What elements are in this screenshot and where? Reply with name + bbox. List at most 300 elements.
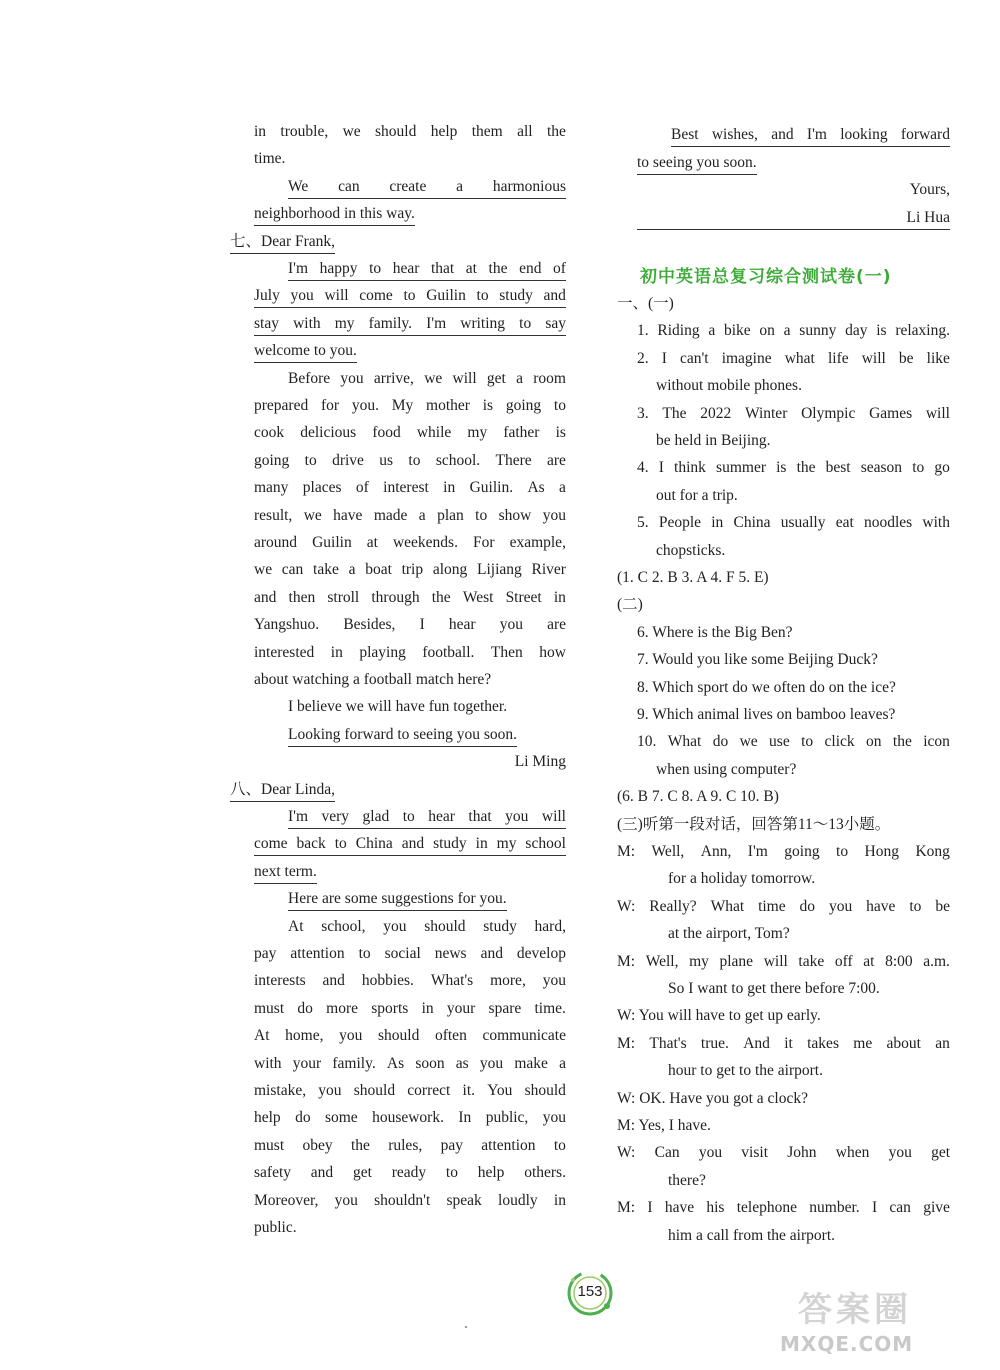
word: mother [426,397,470,414]
word: trip [401,561,424,579]
text-line: about watching a football match here? [254,671,492,688]
word: for [320,397,340,414]
word: soon [415,1054,445,1072]
word: many [254,479,289,497]
text-line: public. [254,1219,297,1236]
word: a [516,369,523,387]
word: the [796,459,816,477]
word: come [359,287,393,305]
word: you [499,616,523,634]
word: to [304,451,317,469]
word: Guilin [426,287,466,305]
word: number. [809,1199,860,1217]
text-line: to seeing you soon. [637,153,757,175]
word: you [542,506,566,524]
word: can't [679,349,709,367]
word: best [825,459,851,477]
word: M: [617,1034,636,1052]
word: will [925,404,950,422]
word: we [424,369,443,387]
word: attention [290,945,345,962]
word: Can [654,1144,680,1162]
word: very [321,808,350,825]
word: news [434,945,467,962]
word: There [495,451,532,469]
answer-line [617,952,950,972]
word: must [254,999,285,1017]
text-line [254,506,566,526]
answer-line: 6. Where is the Big Ben? [637,623,793,641]
answer-line: chopsticks. [656,541,726,559]
text-line [254,643,566,663]
word: what [784,349,815,367]
word: summer [716,459,766,477]
word: hard, [534,917,566,935]
word: then [288,588,316,606]
word: correct [407,1082,451,1099]
word: speak [446,1191,482,1209]
word: you [334,1191,358,1209]
text-line [254,615,566,635]
word: places [302,479,342,497]
word: housework. [372,1109,444,1127]
word: must [254,1136,285,1154]
word: hobbies. [361,972,414,990]
answer-line [637,404,950,424]
word: along [432,561,468,579]
word: make [514,1054,548,1072]
word: and [543,287,566,305]
word: that [468,808,492,825]
word: the [546,123,566,140]
word: go [934,459,950,477]
word: What [667,733,702,751]
text-line: 八、Dear Linda, [230,780,335,802]
word: looking [840,126,888,143]
text-line [254,122,566,142]
text-line [254,1191,566,1211]
text-line [254,1081,566,1101]
word: hear [448,616,476,634]
word: you [542,1109,566,1127]
word: are [547,616,566,634]
word: spare [488,999,522,1017]
word: should [377,1027,420,1045]
word: Before [288,369,331,387]
word: say [545,314,566,332]
word: I'm [426,314,447,332]
word: an [935,1034,950,1052]
word: to [553,1136,566,1154]
word: often [434,1027,467,1045]
word: will [763,952,788,970]
text-line [254,286,566,308]
word: family. [368,314,413,332]
text-line: time. [254,150,286,168]
word: What's [430,972,474,990]
word: of [355,479,369,497]
word: have [664,1199,695,1217]
word: on [759,322,775,340]
word: can [281,561,304,579]
page-number: 153 [577,1283,603,1300]
word: obey [302,1136,333,1154]
word: going [254,451,290,469]
word: ready [391,1164,427,1182]
word: do [297,999,313,1017]
word: you [340,369,364,387]
word: the [892,733,912,751]
word: school, [321,917,366,935]
word: all [517,123,533,140]
word: more, [490,972,526,990]
word: happy [319,260,358,277]
word: in [330,643,343,661]
word: communicate [482,1027,566,1045]
word: the [488,260,508,277]
word: and [771,126,794,143]
word: M: [617,1199,636,1217]
answer-line: (6. B 7. C 8. A 9. C 10. B) [617,788,779,806]
word: a [708,322,716,340]
word: food [372,424,401,442]
word: how [539,643,566,661]
word: do [712,733,729,751]
answer-line [617,1198,950,1218]
word: As [527,479,545,497]
word: stay [254,314,279,332]
answer-line: (二) [617,596,643,614]
answer-line [637,349,950,369]
answer-line [617,1143,950,1163]
word: takes [807,1034,839,1052]
word: be [935,897,950,915]
word: imagine [721,349,772,367]
answer-line: 8. Which sport do we often do on the ice? [637,678,896,696]
word: Street [505,588,542,606]
word: study [483,917,517,935]
word: the [350,1136,370,1154]
word: stroll [327,588,360,606]
word: to [519,314,532,332]
word: in [553,588,566,606]
word: in [711,514,724,532]
word: 4. [637,459,649,477]
word: season [860,459,903,477]
word: I [661,349,667,367]
word: Moreover, [254,1191,319,1209]
word: Hong [864,843,899,860]
text-line: Li Hua [637,208,950,230]
word: John [787,1144,817,1162]
word: Kong [915,843,950,860]
word: in [421,999,434,1017]
word: you [888,1144,912,1162]
word: going [784,843,820,860]
word: with [922,514,950,532]
word: sunny [799,322,837,340]
text-line [254,834,566,856]
word: My [391,397,414,414]
text-line [254,1163,566,1183]
answer-line: without mobile phones. [656,377,802,395]
word: should [353,1082,396,1099]
word: prepared [254,397,309,414]
word: I'm [288,260,309,277]
word: study [433,835,467,853]
answer-line [637,732,950,752]
word: home, [285,1027,324,1045]
word: a [418,506,426,524]
answer-line: be held in Beijing. [656,432,771,449]
word: icon [923,733,950,751]
word: give [923,1199,950,1217]
word: in [553,1191,566,1209]
word: will [324,287,349,305]
word: interested [254,643,315,661]
word: get [352,1164,372,1182]
word: we [342,123,361,140]
word: drive [332,451,364,469]
word: 2. [637,349,649,367]
word: What [710,897,745,915]
text-line [254,588,566,608]
word: think [674,459,706,477]
word: in [443,479,456,497]
word: should [524,1082,566,1099]
word: my [689,952,709,970]
word: to [403,287,416,305]
word: to [476,287,489,305]
word: should [424,917,466,935]
answer-line: 9. Which animal lives on bamboo leaves? [637,706,896,723]
word: writing [460,314,506,332]
watermark-url: MXQE.COM [780,1332,914,1356]
text-line [288,807,566,829]
answer-line: (三)听第一段对话，回答第11～13小题。 [617,815,891,833]
word: weekends. [392,534,458,551]
word: and [310,1164,334,1182]
word: your [292,1054,322,1072]
word: have [333,506,363,524]
text-line [254,1108,566,1128]
word: 8:00 [885,952,913,970]
word: Really? [649,897,697,915]
page-number-badge [565,1268,615,1318]
word: of [553,260,566,277]
word: come [254,835,288,853]
word: Well, [651,843,685,860]
word: W: [617,1144,636,1162]
word: end [519,260,542,277]
text-line [254,999,566,1019]
text-line: I believe we will have fun together. [288,698,508,716]
answer-line [637,321,950,341]
word: a [456,177,464,195]
word: be [898,349,914,367]
word: you [290,287,314,305]
word: in [254,123,267,140]
answer-line [637,513,950,533]
word: China [355,835,393,853]
word: Riding [657,322,700,340]
word: that [430,260,455,277]
word: off [834,952,853,970]
word: my [467,424,488,442]
word: relaxing. [895,322,950,340]
word: you [698,1144,723,1162]
word: public, [485,1109,529,1127]
text-line: Here are some suggestions for you. [288,889,507,911]
answer-line: hour to get to the airport. [668,1062,823,1080]
word: you [542,972,566,990]
word: to [909,897,922,915]
word: and [401,835,425,853]
text-line [254,971,566,991]
word: when [835,1144,870,1162]
answer-line [617,897,950,917]
word: do [799,897,816,915]
word: his [706,1199,725,1217]
word: delicious [300,424,357,442]
word: 3. [637,404,649,422]
word: you [339,1027,363,1045]
word: day [845,322,868,340]
word: should [375,123,417,140]
word: noodles [863,514,913,532]
word: we [254,561,273,579]
word: At [254,1027,270,1045]
word: your [446,999,476,1017]
word: You [487,1082,513,1099]
word: father [503,424,540,442]
answer-line: 一、(一) [617,295,674,312]
word: click [824,733,855,751]
text-line: Li Ming [514,753,566,771]
word: 2022 [700,404,732,422]
word: As [386,1054,405,1072]
word: get [486,369,506,387]
answer-line [617,842,950,862]
text-line [254,396,566,416]
word: Games [869,404,913,422]
answer-line: W: OK. Have you got a clock? [617,1089,808,1107]
word: you [318,1082,342,1099]
word: is [776,459,787,477]
word: 5. [637,514,649,532]
text-line [254,1136,566,1156]
word: attention [481,1136,536,1154]
answer-line [617,1034,950,1054]
word: at [465,260,477,277]
word: will [861,349,886,367]
word: can [338,177,360,195]
word: to [445,1164,458,1182]
word: school. [435,451,481,469]
word: football. [422,643,475,661]
text-line [288,917,566,937]
word: I [419,616,425,634]
word: to [408,451,421,469]
word: Olympic [801,404,856,422]
speck [465,1326,467,1328]
word: Guilin. [469,479,514,497]
word: can [889,1199,911,1217]
word: visit [741,1144,768,1162]
word: I'm [806,126,827,143]
word: Then [490,643,523,661]
word: wishes, [711,126,758,143]
word: glad [362,808,390,825]
word: help [254,1109,281,1127]
word: on [866,733,882,751]
word: at [366,534,378,551]
word: is [555,424,566,442]
word: M: [617,843,636,860]
word: you [383,917,407,935]
word: The [662,404,687,422]
text-line [254,533,566,553]
word: do [295,1109,311,1127]
word: to [475,506,488,524]
text-line [254,560,566,580]
word: I'm [288,808,309,825]
word: telephone [736,1199,798,1217]
word: school [525,835,566,853]
word: Besides, [343,616,396,634]
word: is [482,397,494,414]
word: take [798,952,825,970]
word: more [326,999,359,1017]
text-line: Yours, [909,181,950,198]
word: time. [534,999,566,1017]
word: are [546,451,566,469]
word: show [498,506,532,524]
word: through [371,588,420,606]
word: going [505,397,542,414]
word: develop [516,945,566,962]
word: create [389,177,427,195]
word: River [531,561,566,579]
word: Best [671,126,699,143]
answer-line: So I want to get there before 7:00. [668,980,880,997]
word: cook [254,424,285,442]
word: usually [780,514,826,532]
word: family. [332,1054,376,1072]
word: help [430,123,458,140]
text-line [254,1054,566,1074]
word: safety [254,1164,292,1182]
word: Yangshuo. [254,616,320,634]
word: a [559,1054,566,1072]
word: trouble, [280,123,329,140]
word: pay [440,1136,463,1154]
word: mistake, [254,1082,307,1099]
word: life [827,349,849,367]
word: a.m. [923,952,950,970]
word: around [254,534,298,551]
word: some [324,1109,358,1127]
word: room [533,369,566,387]
text-line: 七、Dear Frank, [230,232,335,254]
word: to [358,945,371,962]
word: get [931,1144,950,1162]
word: playing [359,643,406,661]
word: Guilin [312,534,352,551]
word: will [452,369,477,387]
word: That's [649,1034,687,1052]
word: I [871,1199,878,1217]
